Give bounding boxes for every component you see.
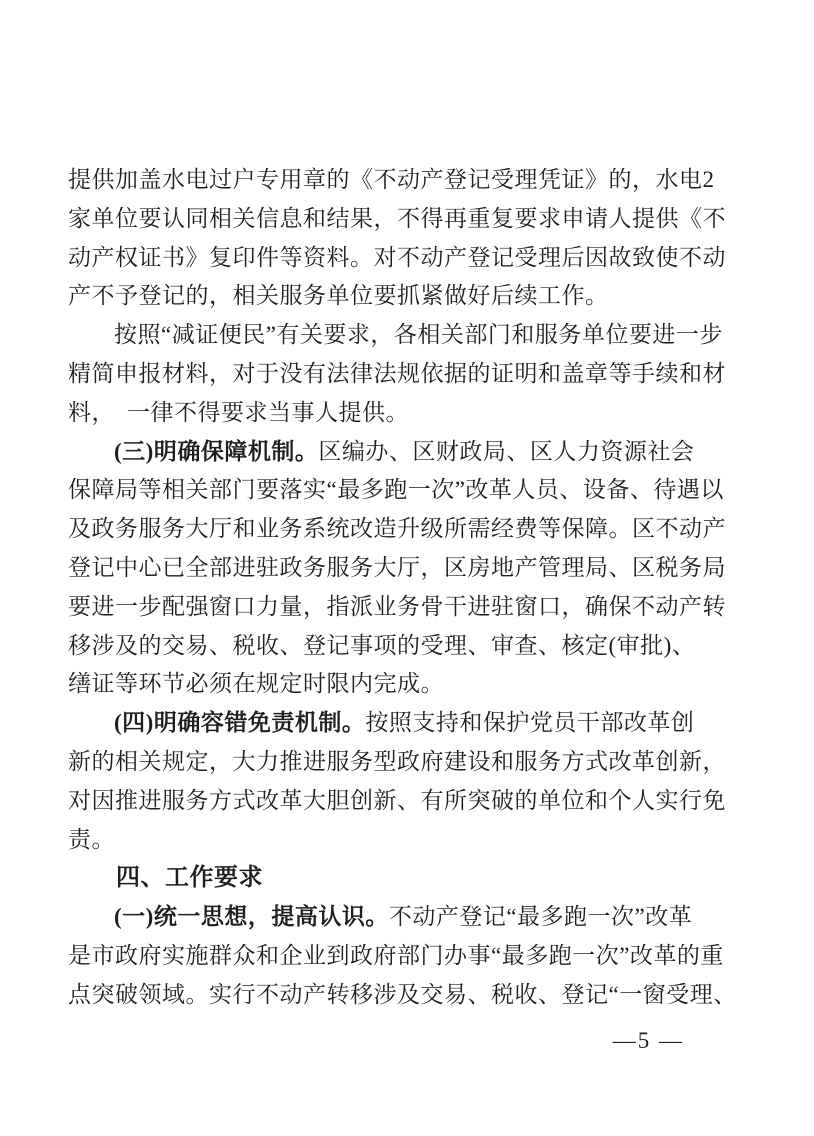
text-line (68, 782, 726, 821)
bold-text-run: 四、工作要求 (116, 865, 263, 892)
text-line (68, 394, 686, 433)
text-run: 移涉及的交易、税收、登记事项的受理、审查、核定(审批)、 (68, 632, 696, 658)
text-run: 及政务服务大厅和业务系统改造升级所需经费等保障。区不动产 (68, 516, 726, 542)
text-line (68, 355, 726, 394)
text-run: 是市政府实施群众和企业到政府部门办事“最多跑一次”改革的重 (68, 942, 724, 968)
text-line (68, 161, 715, 200)
text-line (68, 316, 723, 355)
text-line (68, 627, 696, 666)
text-line (68, 665, 686, 704)
document-body (68, 161, 737, 1015)
text-run: 家单位要认同相关信息和结果，不得再重复要求申请人提供《不 (68, 205, 726, 231)
text-run: 责。 (68, 826, 115, 852)
text-run: 点突破领域。实行不动产转移涉及交易、税收、登记“一窗受理、 (68, 981, 737, 1007)
text-line (68, 433, 695, 472)
text-run: 产不予登记的，相关服务单位要抓紧做好后续工作。 (68, 283, 609, 309)
text-line (68, 704, 695, 743)
text-run: 精简申报材料，对于没有法律法规依据的证明和盖章等手续和材 (68, 360, 726, 386)
text-line (68, 471, 724, 510)
text-line (68, 898, 693, 937)
text-line (68, 588, 726, 627)
bold-text-run: (四)明确容错免责机制。 (114, 710, 366, 736)
bold-text-run: (三)明确保障机制。 (114, 438, 319, 464)
text-line (68, 937, 724, 976)
text-run: 缮证等环节必须在规定时限内完成。 (68, 671, 444, 697)
text-line (68, 200, 726, 239)
bold-text-run: (一)统一思想，提高认识。 (114, 904, 389, 930)
text-line (68, 743, 726, 782)
text-run: 动产权证书》复印件等资料。对不动产登记受理后因故致使不动 (68, 244, 726, 270)
text-line (68, 239, 726, 278)
text-run: 新的相关规定，大力推进服务型政府建设和服务方式改革创新， (68, 748, 726, 774)
text-run: 区编办、区财政局、区人力资源社会 (318, 438, 695, 464)
text-run: 按照支持和保护党员干部改革创 (365, 710, 695, 736)
text-line (68, 277, 686, 316)
text-run: 按照“减证便民”有关要求，各相关部门和服务单位要进一步 (114, 322, 723, 348)
section-heading (68, 859, 686, 898)
text-run: 对因推进服务方式改革大胆创新、有所突破的单位和个人实行免 (68, 787, 726, 813)
text-run: 不动产登记“最多跑一次”改革 (388, 904, 693, 930)
text-run: 登记中心已全部进驻政务服务大厅，区房地产管理局、区税务局 (68, 554, 726, 580)
text-line (68, 821, 686, 860)
text-run: 提供加盖水电过户专用章的《不动产登记受理凭证》的，水电2 (68, 167, 715, 192)
text-line (68, 510, 726, 549)
text-run: 保障局等相关部门要落实“最多跑一次”改革人员、设备、待遇以 (68, 477, 724, 503)
text-run: 要进一步配强窗口力量，指派业务骨干进驻窗口，确保不动产转 (68, 593, 726, 619)
text-run: 料， 一律不得要求当事人提供。 (68, 399, 409, 425)
text-line (68, 549, 726, 588)
text-line (68, 976, 737, 1015)
page-number: —5 — (612, 1028, 684, 1053)
